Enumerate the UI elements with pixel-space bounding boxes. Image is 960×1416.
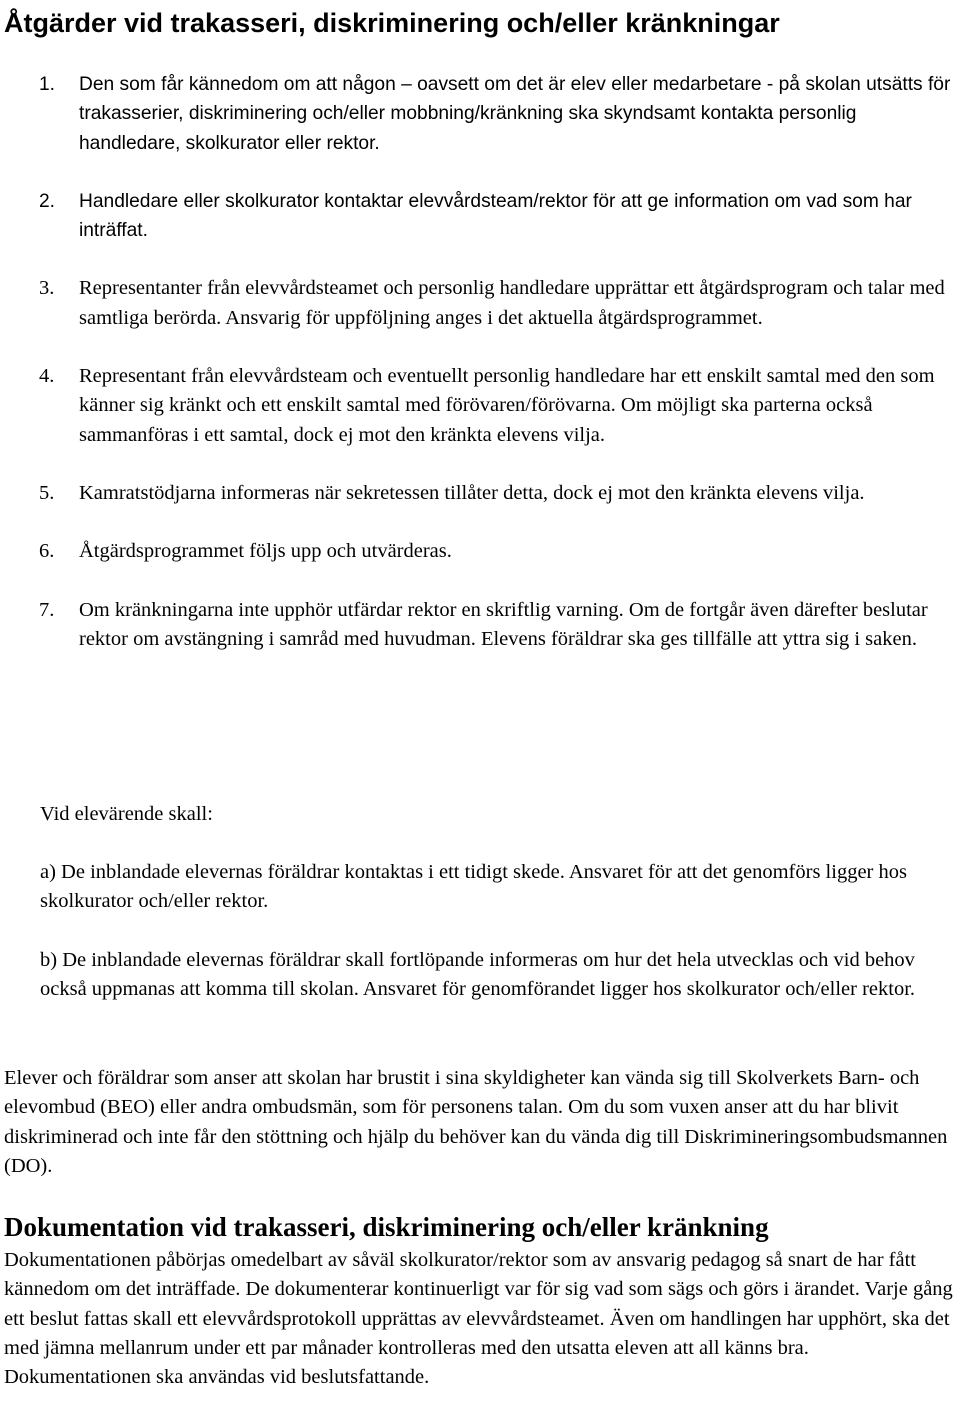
step-text: Representant från elevvårdsteam och eventuellt personlig handledare har ett enskilt samtal med den som känner sig kränkt och ett enskilt samtal med förövaren/förövarna. Om möjligt ska parterna också sammanföras i ett samtal, dock ej mot den kränkta elevens vilja. [79,365,935,446]
step-text: Om kränkningarna inte upphör utfärdar rektor en skriftlig varning. Om de fortgår även därefter beslutar rektor om avstängning i samråd med huvudman. Elevens föräldrar ska ges tillfälle att yttra sig i saken. [79,598,928,650]
documentation-heading: Dokumentation vid trakasseri, diskriminering och/eller kränkning [4,1212,769,1242]
step-item [0,274,960,333]
step-text: Den som får kännedom om att någon – oavsett om det är elev eller medarbetare - på skolan utsätts för trakasserier, diskriminering och/eller mobbning/kränkning ska skyndsamt kontakta personlig handledare, skolkurator eller rektor. [79,74,951,154]
step-number: 6. [39,540,55,563]
step-text: Representanter från elevvårdsteamet och personlig handledare upprättar ett åtgärdsprogram och talar med samtliga berörda. Ansvarig för uppföljning anges i det aktuella åtgärdsprogrammet. [79,277,945,329]
step-text: Handledare eller skolkurator kontaktar elevvårdsteam/rektor för att ge information om vad som har inträffat. [79,190,912,242]
ombudsman-paragraph: Elever och föräldrar som anser att skolan har brustit i sina skyldigheter kan vända sig till Skolverkets Barn- och elevombud (BEO) eller andra ombudsmän, som för personens talan. Om du som vuxen anser att du har blivit diskriminerad och inte får den stöttning och hjälp du behöver kan du vända dig till Diskrimineringsombudsmannen (DO). [4,1067,948,1177]
step-number: 2. [39,190,56,212]
minor-case-point-b: b) De inblandade elevernas föräldrar skall fortlöpande informeras om hur det hela utvecklas och vid behov också uppmanas att komma till skolan. Ansvaret för genomförandet ligger hos skolkurator och/eller rektor. [40,949,916,1001]
step-number: 3. [39,277,55,300]
step-item [0,70,960,158]
minor-case-heading: Vid elevärende skall: [40,803,213,825]
step-item [0,362,960,450]
step-number: 4. [39,365,55,388]
documentation-paragraph: Dokumentationen påbörjas omedelbart av såväl skolkurator/rektor som av ansvarig pedagog så snart de har fått kännedom om det inträffade. De dokumenterar kontinuerligt var för sig vad som sägs och görs i ärandet. Varje gång ett beslut fattas skall ett elevvårdsprotokoll upprättas av elevvårdsteamet. Även om handlingen har upphört, ska det med jämna mellanrum under ett par månader kontrolleras med den utsatta eleven att all känns bra. Dokumentationen ska användas vid beslutsfattande. [4,1249,953,1389]
action-steps-list [0,70,960,683]
step-item [0,537,960,566]
step-item [0,596,960,655]
step-number: 5. [39,481,55,504]
step-text: Åtgärdsprogrammet följs upp och utvärderas. [79,540,452,563]
step-item [0,187,960,246]
step-item [0,479,960,508]
step-number: 7. [39,598,55,621]
minor-case-point-a: a) De inblandade elevernas föräldrar kontaktas i ett tidigt skede. Ansvaret för att det genomförs ligger hos skolkurator och/eller rektor. [40,861,907,913]
page-title: Åtgärder vid trakasseri, diskriminering och/eller kränkningar [4,8,780,38]
step-text: Kamratstödjarna informeras när sekretessen tillåter detta, dock ej mot den kränkta elevens vilja. [79,481,865,504]
step-number: 1. [39,74,56,95]
